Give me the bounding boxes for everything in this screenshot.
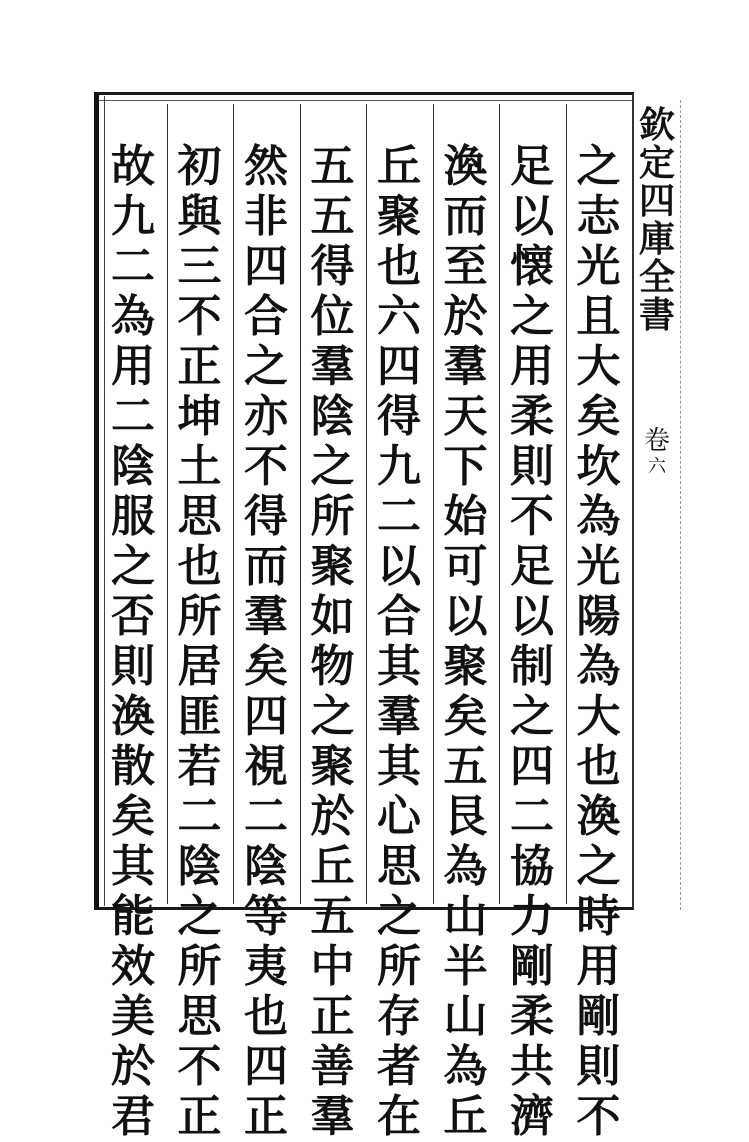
character: 懐 xyxy=(510,241,554,292)
character: 丘 xyxy=(310,841,355,892)
character: 匪 xyxy=(177,691,222,742)
character: 夷 xyxy=(244,941,288,992)
book-title-char: 庫 xyxy=(638,218,675,260)
book-title-char: 全 xyxy=(638,256,675,298)
character: 五 xyxy=(443,741,488,792)
character: 不 xyxy=(177,1041,222,1092)
text-column xyxy=(233,141,299,1142)
text-column xyxy=(100,141,166,1142)
character: 協 xyxy=(510,841,554,892)
character: 正 xyxy=(177,1091,222,1142)
character: 得 xyxy=(377,391,421,442)
character: 下 xyxy=(443,441,488,492)
character: 為 xyxy=(111,291,155,342)
character: 三 xyxy=(177,241,222,292)
character: 與 xyxy=(177,191,222,242)
character: 思 xyxy=(177,991,222,1042)
volume-label xyxy=(642,426,672,478)
character: 剛 xyxy=(510,941,554,992)
character: 其 xyxy=(377,641,421,692)
character: 而 xyxy=(443,191,488,242)
page-margin-label xyxy=(634,100,682,580)
character: 矣 xyxy=(111,791,155,842)
character: 則 xyxy=(510,441,554,492)
character: 艮 xyxy=(443,791,488,842)
text-column xyxy=(433,141,499,1142)
character: 陰 xyxy=(177,841,222,892)
character: 坎 xyxy=(576,441,621,492)
character: 初 xyxy=(177,141,222,192)
character: 否 xyxy=(111,591,155,642)
character: 羣 xyxy=(377,691,421,742)
character: 之 xyxy=(310,691,355,742)
character: 也 xyxy=(377,241,421,292)
character: 四 xyxy=(244,1041,288,1092)
character: 聚 xyxy=(443,641,488,692)
character: 居 xyxy=(177,641,222,692)
character: 五 xyxy=(310,141,355,192)
character: 六 xyxy=(377,291,421,342)
character: 以 xyxy=(510,591,554,642)
character: 光 xyxy=(576,241,621,292)
character: 用 xyxy=(576,941,621,992)
character: 美 xyxy=(111,991,155,1042)
character: 不 xyxy=(510,491,554,542)
character: 得 xyxy=(310,241,355,292)
character: 矣 xyxy=(244,641,288,692)
text-column xyxy=(300,141,366,1142)
character: 陽 xyxy=(576,591,621,642)
character: 力 xyxy=(510,891,554,942)
character: 矣 xyxy=(443,691,488,742)
character: 於 xyxy=(310,791,355,842)
character: 其 xyxy=(111,841,155,892)
character: 之 xyxy=(244,341,288,392)
character: 君 xyxy=(111,1091,155,1142)
character: 所 xyxy=(310,491,355,542)
character: 聚 xyxy=(310,741,355,792)
character: 善 xyxy=(310,1041,355,1092)
character: 中 xyxy=(310,941,355,992)
character: 思 xyxy=(177,491,222,542)
character: 二 xyxy=(111,241,155,292)
character: 羣 xyxy=(443,341,488,392)
character: 為 xyxy=(576,641,621,692)
character: 以 xyxy=(377,541,421,592)
book-title-char: 書 xyxy=(638,294,675,336)
character: 而 xyxy=(244,541,288,592)
character: 之 xyxy=(377,891,421,942)
character: 存 xyxy=(377,991,421,1042)
character: 渙 xyxy=(443,141,488,192)
character: 所 xyxy=(377,941,421,992)
character: 之 xyxy=(576,141,621,192)
character: 在 xyxy=(377,1091,421,1142)
character: 剛 xyxy=(576,991,621,1042)
character: 渙 xyxy=(576,791,621,842)
character: 五 xyxy=(310,891,355,942)
character: 得 xyxy=(244,491,288,542)
character: 用 xyxy=(510,341,554,392)
character: 正 xyxy=(310,991,355,1042)
character: 散 xyxy=(111,741,155,792)
character: 則 xyxy=(111,641,155,692)
character: 不 xyxy=(177,291,222,342)
character: 正 xyxy=(177,341,222,392)
character: 也 xyxy=(576,741,621,792)
text-column xyxy=(366,141,432,1142)
character: 大 xyxy=(576,691,621,742)
character: 以 xyxy=(510,191,554,242)
character: 矣 xyxy=(576,391,621,442)
character: 足 xyxy=(510,541,554,592)
book-title-char: 四 xyxy=(638,180,675,222)
character: 之 xyxy=(310,441,355,492)
character: 如 xyxy=(310,591,355,642)
character: 視 xyxy=(244,741,288,792)
character: 四 xyxy=(377,341,421,392)
margin-edge-line xyxy=(680,100,681,910)
character: 時 xyxy=(576,891,621,942)
character: 之 xyxy=(177,891,222,942)
text-column xyxy=(167,141,233,1142)
character: 則 xyxy=(576,1041,621,1092)
character: 能 xyxy=(111,891,155,942)
character: 丘 xyxy=(443,1091,488,1142)
character: 效 xyxy=(111,941,155,992)
character: 於 xyxy=(443,291,488,342)
column-divider xyxy=(632,104,633,904)
character: 山 xyxy=(443,891,488,942)
text-column xyxy=(499,141,565,1142)
character: 心 xyxy=(377,791,421,842)
character: 二 xyxy=(244,791,288,842)
text-column xyxy=(566,141,632,1142)
character: 柔 xyxy=(510,391,554,442)
character: 羣 xyxy=(310,341,355,392)
character: 足 xyxy=(510,141,554,192)
character: 丘 xyxy=(377,141,421,192)
character: 柔 xyxy=(510,991,554,1042)
book-title xyxy=(636,106,678,334)
character: 至 xyxy=(443,241,488,292)
character: 四 xyxy=(244,691,288,742)
book-title-char: 定 xyxy=(638,142,675,184)
character: 志 xyxy=(576,191,621,242)
character: 且 xyxy=(576,291,621,342)
character: 土 xyxy=(177,441,222,492)
character: 聚 xyxy=(377,191,421,242)
character: 共 xyxy=(510,1041,554,1092)
character: 正 xyxy=(244,1091,288,1142)
character: 服 xyxy=(111,491,155,542)
character: 陰 xyxy=(111,441,155,492)
character: 不 xyxy=(244,441,288,492)
character: 光 xyxy=(576,541,621,592)
character: 然 xyxy=(244,141,288,192)
character: 之 xyxy=(510,691,554,742)
character: 羣 xyxy=(244,591,288,642)
character: 山 xyxy=(443,991,488,1042)
character: 也 xyxy=(177,541,222,592)
character: 亦 xyxy=(244,391,288,442)
character: 之 xyxy=(576,841,621,892)
character: 物 xyxy=(310,641,355,692)
character: 聚 xyxy=(310,541,355,592)
character: 渙 xyxy=(111,691,155,742)
character: 思 xyxy=(377,841,421,892)
character: 為 xyxy=(576,491,621,542)
inner-top-rule xyxy=(99,100,632,101)
character: 故 xyxy=(111,141,155,192)
character: 合 xyxy=(244,291,288,342)
character: 二 xyxy=(177,791,222,842)
character: 不 xyxy=(576,1091,621,1142)
character: 非 xyxy=(244,191,288,242)
character: 五 xyxy=(310,191,355,242)
character: 陰 xyxy=(244,841,288,892)
character: 所 xyxy=(177,941,222,992)
character: 二 xyxy=(377,491,421,542)
character: 之 xyxy=(510,291,554,342)
volume-char: 六 xyxy=(648,456,666,477)
character: 始 xyxy=(443,491,488,542)
volume-char: 卷 xyxy=(643,426,670,456)
character: 天 xyxy=(443,391,488,442)
character: 者 xyxy=(377,1041,421,1092)
character: 為 xyxy=(443,1041,488,1092)
character: 九 xyxy=(111,191,155,242)
character: 可 xyxy=(443,541,488,592)
character: 四 xyxy=(244,241,288,292)
character: 等 xyxy=(244,891,288,942)
character: 其 xyxy=(377,741,421,792)
character: 二 xyxy=(111,391,155,442)
character: 四 xyxy=(510,741,554,792)
character: 九 xyxy=(377,441,421,492)
character: 若 xyxy=(177,741,222,792)
character: 羣 xyxy=(310,1091,355,1142)
character: 之 xyxy=(111,541,155,592)
character: 用 xyxy=(111,341,155,392)
character: 以 xyxy=(443,591,488,642)
character: 於 xyxy=(111,1041,155,1092)
character: 所 xyxy=(177,591,222,642)
character: 為 xyxy=(443,841,488,892)
character: 坤 xyxy=(177,391,222,442)
character: 制 xyxy=(510,641,554,692)
character: 半 xyxy=(443,941,488,992)
character: 位 xyxy=(310,291,355,342)
character: 也 xyxy=(244,991,288,1042)
character: 大 xyxy=(576,341,621,392)
character: 陰 xyxy=(310,391,355,442)
character: 二 xyxy=(510,791,554,842)
book-title-char: 欽 xyxy=(638,104,675,146)
character: 合 xyxy=(377,591,421,642)
character: 濟 xyxy=(510,1091,554,1142)
